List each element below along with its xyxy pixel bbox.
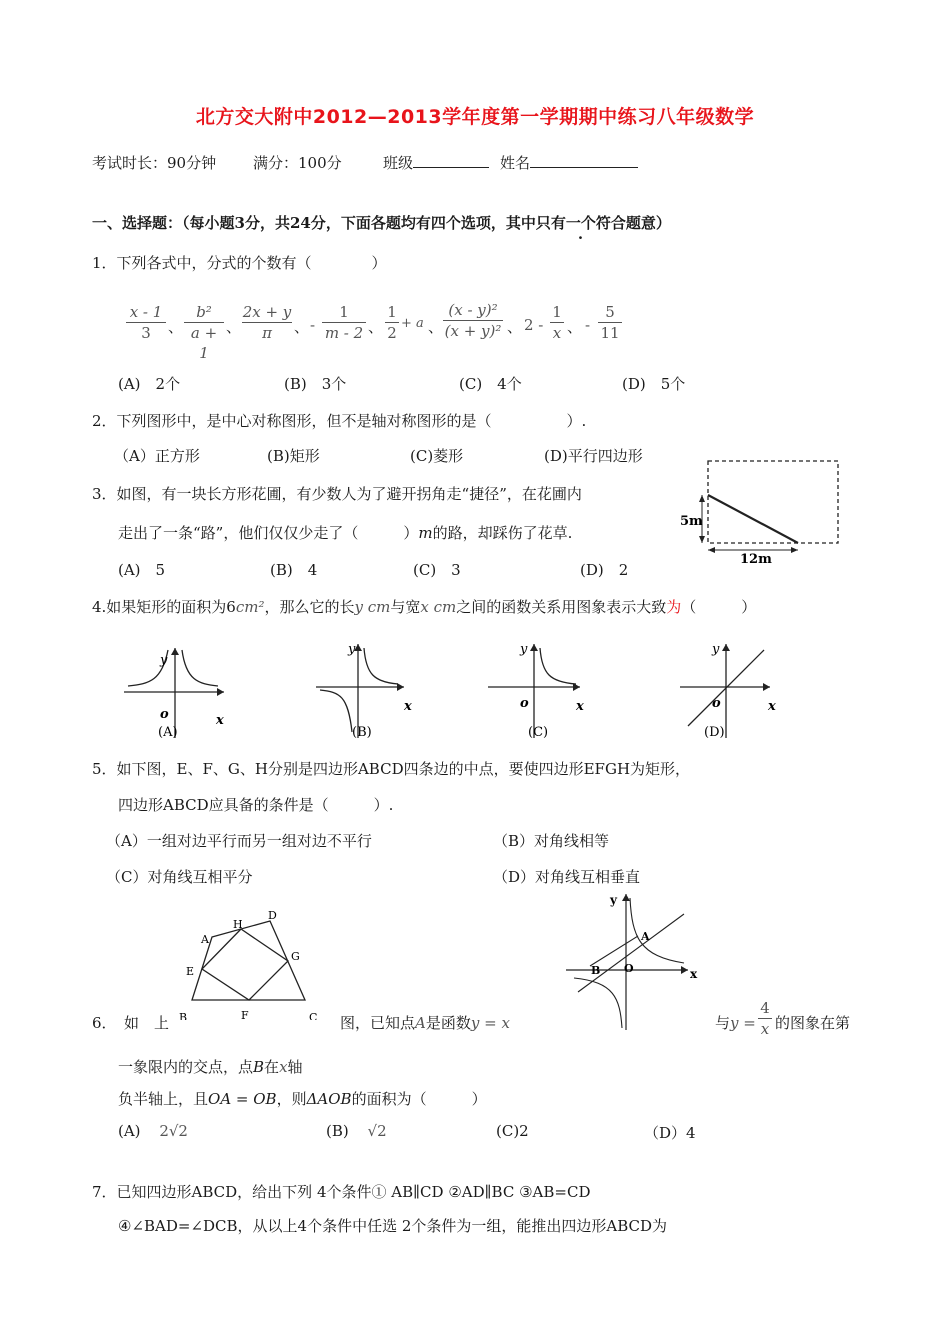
q2-option-b[interactable]: (B)矩形 — [267, 447, 320, 465]
point-f: F — [241, 1009, 249, 1020]
q6-stem-i-mid: ，则 — [276, 1090, 307, 1108]
graph-d-y-label: y — [712, 642, 720, 657]
q6-option-d[interactable]: （D）4 — [644, 1124, 696, 1142]
point-h: H — [233, 918, 243, 931]
q6-option-a[interactable] — [118, 1122, 188, 1140]
graph-b-label: (B) — [352, 725, 372, 740]
q6-stem-mid — [340, 1012, 510, 1033]
q6-point-a: A — [415, 1014, 426, 1032]
name-blank — [530, 153, 638, 168]
q1-frac-3: 2x + y π — [242, 303, 292, 342]
q6-stem-f: 一象限内的交点，点 — [118, 1058, 254, 1076]
section-heading-end: 符合题意） — [595, 214, 671, 232]
q6-option-b-label: (B) — [326, 1122, 349, 1140]
q6-stem-h: 轴 — [287, 1058, 303, 1076]
q5-stem-line1: 5．如下图，E、F、G、H分别是四边形ABCD四条边的中点，要使四边形EFGH为矩形， — [92, 760, 691, 778]
graph-d-x-label: x — [768, 699, 776, 714]
q6-stem-func2-lhs — [715, 1012, 756, 1033]
q6-fig-y: y — [610, 893, 617, 907]
q3-garden-figure — [680, 455, 850, 565]
name-field — [500, 152, 638, 173]
graph-a-x-label: x — [216, 713, 224, 728]
q4-graph-a[interactable] — [120, 640, 230, 740]
point-b: B — [179, 1011, 188, 1020]
point-c: C — [309, 1011, 318, 1020]
shortcut-path — [708, 495, 798, 543]
label-5m: 5m — [680, 514, 703, 529]
graph-c-y-label: y — [520, 642, 528, 657]
q5-option-b[interactable]: （B）对角线相等 — [493, 832, 610, 850]
q4-stem-mid1: ，那么它的长 — [264, 598, 355, 616]
q1-sep: 、 — [226, 318, 242, 336]
q6-option-b-value: √2 — [367, 1122, 387, 1140]
q1-plus-a: + a — [401, 316, 424, 331]
point-e: E — [186, 965, 195, 978]
q4-graph-c[interactable] — [484, 640, 594, 740]
point-g: G — [291, 950, 300, 963]
q4-graph-d[interactable] — [676, 640, 786, 740]
class-field — [383, 152, 489, 173]
q6-fig-a: A — [641, 930, 650, 943]
q6-option-c[interactable]: (C)2 — [496, 1122, 529, 1140]
q6-option-a-label: (A) — [118, 1122, 141, 1140]
q1-sep: 、 — [294, 318, 310, 336]
label-12m: 12m — [740, 552, 772, 565]
q2-option-d[interactable]: (D)平行四边形 — [544, 447, 643, 465]
graph-a-origin: o — [160, 707, 169, 722]
graph-a-label: (A) — [158, 725, 178, 740]
line-y-eq-x — [578, 914, 684, 992]
q6-stem-i-pre: 负半轴上，且 — [118, 1090, 209, 1108]
name-label: 姓名 — [500, 154, 531, 172]
q1-stem: 1．下列各式中，分式的个数有（ ） — [92, 254, 387, 272]
q6-func2-lhs: y = — [730, 1014, 756, 1032]
q6-stem-line2 — [118, 1056, 303, 1077]
graph-d-label: (D) — [704, 725, 725, 740]
graph-c-x-label: x — [576, 699, 584, 714]
page-title: 北方交大附中2012—2013学年度第一学期期中练习八年级数学 — [195, 106, 755, 128]
graph-c-origin: o — [520, 696, 529, 711]
q4-y-var: y cm — [354, 598, 391, 616]
q4-stem-end: （ ） — [681, 598, 757, 616]
q2-stem: 2．下列图形中，是中心对称图形，但不是轴对称图形的是（ ）. — [92, 412, 587, 430]
q3-option-a[interactable]: (A) 5 — [118, 561, 166, 579]
q5-quadrilateral-figure — [170, 905, 330, 1020]
q4-graph-b[interactable] — [312, 640, 422, 740]
q6-stem-g: 在 — [264, 1058, 280, 1076]
q6-fig-o: O — [624, 962, 634, 975]
graph-c-label: (C) — [528, 725, 549, 740]
q6-stem-d: 与 — [715, 1014, 731, 1032]
q6-stem-start: 6． 如 上 — [92, 1014, 170, 1032]
q6-fig-x: x — [690, 967, 698, 981]
q6-func2-frac: 4 x — [758, 998, 772, 1039]
q6-triangle: ΔAOB — [306, 1090, 352, 1108]
q1-frac-5: 1 2 — [385, 302, 399, 343]
q4-stem-pre: 4.如果矩形的面积为6 — [92, 598, 236, 616]
q1-frac-8: 5 11 — [598, 302, 622, 343]
q6-eq: OA = OB — [208, 1090, 277, 1108]
q1-sep: 、 — [428, 318, 444, 336]
q1-frac-1: x - 1 3 — [126, 302, 166, 343]
q6-function-figure — [560, 888, 705, 1033]
q4-unit-area: cm² — [235, 598, 265, 616]
graph-b-y-label: y — [348, 642, 356, 657]
q3-option-c[interactable]: (C) 3 — [413, 561, 461, 579]
class-blank — [413, 153, 489, 168]
q4-stem — [92, 596, 756, 617]
point-d: D — [268, 909, 277, 922]
point-a: A — [201, 933, 209, 946]
q2-option-a[interactable]: （A）正方形 — [114, 447, 200, 465]
q3-stem-line1: 3．如图，有一块长方形花圃，有少数人为了避开拐角走“捷径”，在花圃内 — [92, 485, 582, 503]
q4-x-var: x cm — [420, 598, 457, 616]
q6-stem-c: 是函数 — [425, 1014, 471, 1032]
q3-stem-line2 — [118, 522, 572, 543]
q2-option-c[interactable]: (C)菱形 — [410, 447, 464, 465]
q3-stem-post: 的路，却踩伤了花草. — [432, 524, 573, 542]
quad-efgh — [202, 929, 288, 1000]
q5-option-c[interactable]: （C）对角线互相平分 — [106, 868, 253, 886]
graph-a-y-label: y — [160, 653, 168, 668]
q1-sep: 、 — [507, 318, 523, 336]
q6-option-b[interactable] — [326, 1122, 387, 1140]
exam-score: 满分：100分 — [253, 154, 342, 172]
q6-stem-line3 — [118, 1088, 487, 1109]
q5-stem-line2: 四边形ABCD应具备的条件是（ ）. — [118, 796, 394, 814]
q6-stem-e: 的图象在第 — [775, 1014, 851, 1032]
class-label: 班级 — [383, 154, 414, 172]
q1-minus: - — [310, 316, 316, 334]
q6-fig-b: B — [591, 964, 601, 977]
q1-frac-6: (x - y)² (x + y)² — [444, 301, 502, 340]
q6-point-b: B — [253, 1058, 265, 1076]
graph-d-origin: o — [712, 696, 721, 711]
q3-stem-pre: 走出了一条“路”，他们仅仅少走了（ ） — [118, 524, 419, 542]
q1-frac-2: b² a + 1 — [184, 302, 224, 363]
q4-stem-red: 为 — [666, 598, 682, 616]
q1-option-c[interactable]: (C) 4个 — [459, 375, 522, 393]
section-heading-text: 一、选择题：（每小题3分，共24分，下面各题均有四个选项，其中只有 — [92, 214, 566, 232]
q1-sep: 、 — [168, 318, 184, 336]
q1-option-b[interactable]: (B) 3个 — [284, 375, 347, 393]
q6-func1: y = x — [470, 1014, 510, 1032]
q5-option-a[interactable]: （A）一组对边平行而另一组对边不平行 — [106, 832, 372, 850]
q3-option-d[interactable]: (D) 2 — [580, 561, 629, 579]
section-heading — [92, 212, 671, 233]
q6-stem-b: 图，已知点 — [340, 1014, 416, 1032]
q6-axis-x: x — [279, 1058, 288, 1076]
q7-stem-line2: ④∠BAD=∠DCB，从以上4个条件中任选 2个条件为一组，能推出四边形ABCD为 — [118, 1217, 668, 1235]
q1-option-a[interactable]: (A) 2个 — [118, 375, 181, 393]
q1-two-minus: 2 - — [524, 316, 544, 334]
q4-stem-mid3: 之间的函数关系用图象表示大致 — [456, 598, 667, 616]
q1-option-d[interactable]: (D) 5个 — [622, 375, 686, 393]
q6-option-a-value: 2√2 — [159, 1122, 188, 1140]
q7-stem-line1: 7．已知四边形ABCD，给出下列 4个条件① AB∥CD ②AD∥BC ③AB=CD — [92, 1183, 591, 1201]
q6-stem-i-post: 的面积为（ ） — [351, 1090, 487, 1108]
q1-sep: 、 — [567, 318, 583, 336]
q1-minus: - — [585, 316, 591, 334]
section-heading-emphasis: 一个 — [565, 214, 596, 232]
graph-b-x-label: x — [404, 699, 412, 714]
q1-frac-4: 1 m - 2 — [322, 302, 366, 343]
q3-option-b[interactable]: (B) 4 — [270, 561, 318, 579]
q5-option-d[interactable]: （D）对角线互相垂直 — [493, 868, 641, 886]
exam-duration: 考试时长：90分钟 — [92, 154, 217, 172]
q3-unit-m: m — [418, 524, 433, 542]
q1-sep: 、 — [368, 318, 384, 336]
q4-stem-mid2: 与宽 — [390, 598, 421, 616]
q1-frac-7: 1 x — [550, 302, 564, 343]
